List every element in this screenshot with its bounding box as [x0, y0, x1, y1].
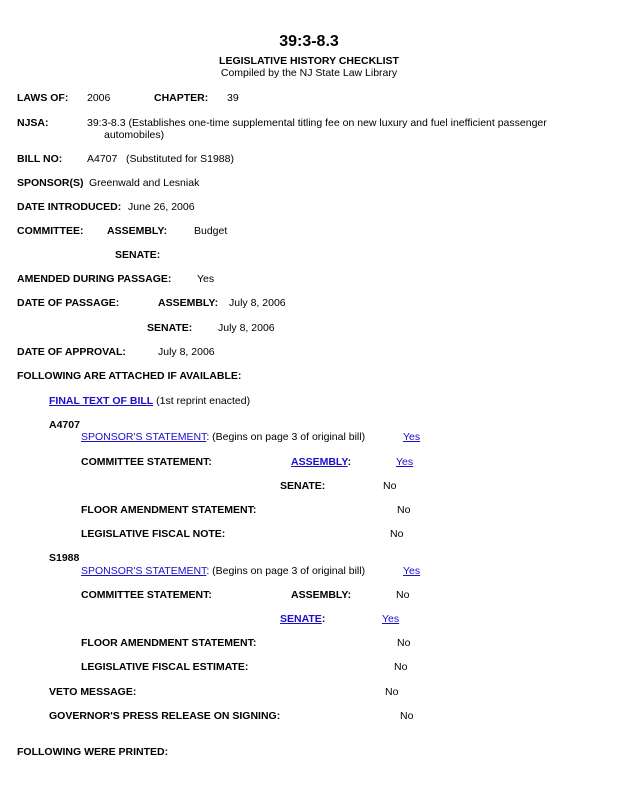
printed-heading: FOLLOWING WERE PRINTED: — [17, 746, 169, 758]
a4707-sponsor-row — [81, 431, 365, 443]
final-text-row — [49, 395, 250, 407]
final-text-link[interactable]: FINAL TEXT OF BILL — [49, 395, 154, 407]
amended-value: Yes — [197, 273, 215, 285]
veto-message-value: No — [385, 686, 399, 698]
chapter-value: 39 — [227, 92, 239, 104]
njsa-value-line2: automobiles) — [104, 129, 165, 141]
amended-label: AMENDED DURING PASSAGE: — [17, 273, 172, 285]
committee-assembly-label: ASSEMBLY: — [107, 225, 168, 237]
a4707-sponsor-statement-link[interactable]: SPONSOR'S STATEMENT — [81, 431, 207, 443]
a4707-fiscal-note-value: No — [390, 528, 404, 540]
a4707-floor-amendment-label: FLOOR AMENDMENT STATEMENT: — [81, 504, 257, 516]
committee-assembly-value: Budget — [194, 225, 228, 237]
committee-label: COMMITTEE: — [17, 225, 84, 237]
s1988-senate-link[interactable]: SENATE — [280, 613, 322, 625]
njsa-label: NJSA: — [17, 117, 49, 129]
a4707-assembly-row: ASSEMBLY: — [291, 456, 352, 468]
s1988-senate-value-link[interactable]: Yes — [382, 613, 400, 625]
committee-senate-label: SENATE: — [115, 249, 161, 261]
passage-senate-label: SENATE: — [147, 322, 193, 334]
s1988-assembly-label: ASSEMBLY: — [291, 589, 352, 601]
s1988-sponsor-row — [81, 565, 365, 577]
a4707-senate-value: No — [383, 480, 397, 492]
date-of-passage-label: DATE OF PASSAGE: — [17, 297, 120, 309]
a4707-senate-label: SENATE: — [280, 480, 326, 492]
bill-no-label: BILL NO: — [17, 153, 63, 165]
a4707-sponsor-note: : (Begins on page 3 of original bill) — [206, 431, 366, 443]
s1988-label: S1988 — [49, 552, 80, 564]
date-of-approval-label: DATE OF APPROVAL: — [17, 346, 126, 358]
sponsors-value: Greenwald and Lesniak — [89, 177, 200, 189]
s1988-senate-row: SENATE: — [280, 613, 326, 625]
chapter-label: CHAPTER: — [154, 92, 209, 104]
passage-senate-value: July 8, 2006 — [218, 322, 275, 334]
a4707-floor-amendment-value: No — [397, 504, 411, 516]
a4707-committee-label: COMMITTEE STATEMENT: — [81, 456, 212, 468]
s1988-committee-label: COMMITTEE STATEMENT: — [81, 589, 212, 601]
veto-message-label: VETO MESSAGE: — [49, 686, 137, 698]
laws-of-label: LAWS OF: — [17, 92, 69, 104]
a4707-assembly-value-link[interactable]: Yes — [396, 456, 414, 468]
passage-assembly-value: July 8, 2006 — [229, 297, 286, 309]
s1988-assembly-value: No — [396, 589, 410, 601]
a4707-assembly-link[interactable]: ASSEMBLY — [291, 456, 348, 468]
bill-no-value: A4707 — [87, 153, 118, 165]
sponsors-label: SPONSOR(S) — [17, 177, 84, 189]
press-release-label: GOVERNOR'S PRESS RELEASE ON SIGNING: — [49, 710, 281, 722]
a4707-sponsor-value-link[interactable]: Yes — [403, 431, 421, 443]
date-of-approval-value: July 8, 2006 — [158, 346, 215, 358]
page-title: 39:3-8.3 — [279, 33, 339, 50]
bill-no-note: (Substituted for S1988) — [126, 153, 234, 165]
final-text-note: (1st reprint enacted) — [156, 395, 251, 407]
a4707-label: A4707 — [49, 419, 80, 431]
attached-heading: FOLLOWING ARE ATTACHED IF AVAILABLE: — [17, 370, 242, 382]
compiled-by: Compiled by the NJ State Law Library — [220, 67, 398, 79]
a4707-fiscal-note-label: LEGISLATIVE FISCAL NOTE: — [81, 528, 226, 540]
laws-of-value: 2006 — [87, 92, 111, 104]
s1988-fiscal-estimate-label: LEGISLATIVE FISCAL ESTIMATE: — [81, 661, 249, 673]
s1988-sponsor-value-link[interactable]: Yes — [403, 565, 421, 577]
checklist-heading: LEGISLATIVE HISTORY CHECKLIST — [219, 55, 399, 67]
njsa-value-line1: 39:3-8.3 (Establishes one-time supplemental titling fee on new luxury and fuel inefficient passenger — [87, 117, 547, 129]
s1988-fiscal-estimate-value: No — [394, 661, 408, 673]
passage-assembly-label: ASSEMBLY: — [158, 297, 219, 309]
date-introduced-label: DATE INTRODUCED: — [17, 201, 122, 213]
date-introduced-value: June 26, 2006 — [128, 201, 195, 213]
s1988-sponsor-note: : (Begins on page 3 of original bill) — [206, 565, 366, 577]
s1988-floor-amendment-value: No — [397, 637, 411, 649]
s1988-floor-amendment-label: FLOOR AMENDMENT STATEMENT: — [81, 637, 257, 649]
s1988-sponsor-statement-link[interactable]: SPONSOR'S STATEMENT — [81, 565, 207, 577]
press-release-value: No — [400, 710, 414, 722]
